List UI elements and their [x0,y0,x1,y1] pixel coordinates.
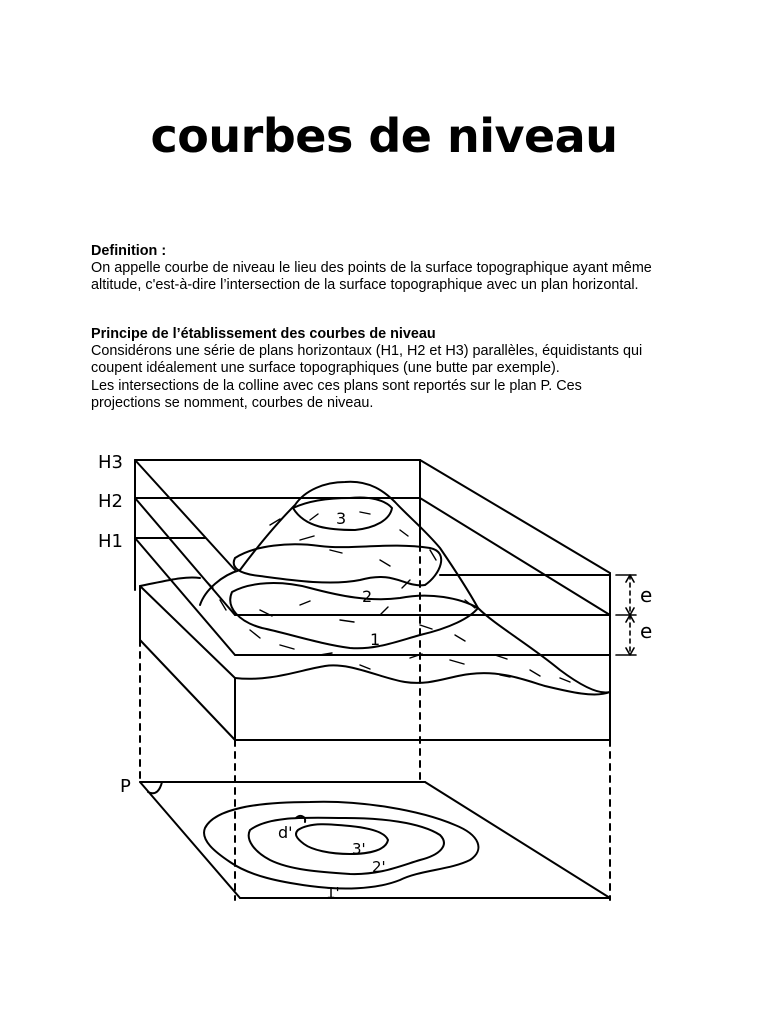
contour-diagram [0,430,768,930]
equidistance-bracket [616,575,636,655]
principle-line: coupent idéalement une surface topographiques (une butte par exemple). [91,360,560,377]
definition-line: altitude, c'est-à-dire l’intersection de la surface topographique avec un plan horizontal. [91,277,639,294]
principle-heading: Principe de l’établissement des courbes de niveau [91,326,436,342]
terrain-hatching [205,512,570,682]
depression-label: d' [278,823,293,842]
definition-section [91,243,711,295]
plane-h3 [135,460,610,742]
contour-line-1-prime [204,802,478,889]
page-title: courbes de niveau [150,109,618,163]
e-label: e [640,583,653,607]
principle-line: projections se nomment, courbes de niveau. [91,394,374,411]
section-label-3: 3 [336,509,347,528]
definition-line: On appelle courbe de niveau le lieu des points de la surface topographique ayant même [91,260,652,277]
section-label-2: 2 [362,587,373,606]
e-label: e [640,619,653,643]
section-contour-2 [234,544,441,585]
hill-surface [140,482,610,695]
h2-label: H2 [98,491,123,512]
principle-line: Les intersections de la colline avec ces plans sont reportés sur le plan P. Ces [91,377,582,394]
plane-p [140,782,610,898]
contour-label-3-prime: 3' [352,840,366,858]
plane-h2 [135,498,610,615]
principle-line: Considérons une série de plans horizontaux (H1, H2 et H3) parallèles, équidistants qui [91,343,643,360]
contour-label-2-prime: 2' [372,858,386,876]
principle-section [91,326,711,412]
contour-label-1-prime: 1' [326,884,340,902]
p-label: P [120,776,131,797]
section-label-1: 1 [370,630,381,649]
terrain-block [140,586,610,740]
contour-line-3-prime [296,824,388,854]
h3-label: H3 [98,452,123,473]
h1-label: H1 [98,531,123,552]
definition-heading: Definition : [91,243,167,259]
